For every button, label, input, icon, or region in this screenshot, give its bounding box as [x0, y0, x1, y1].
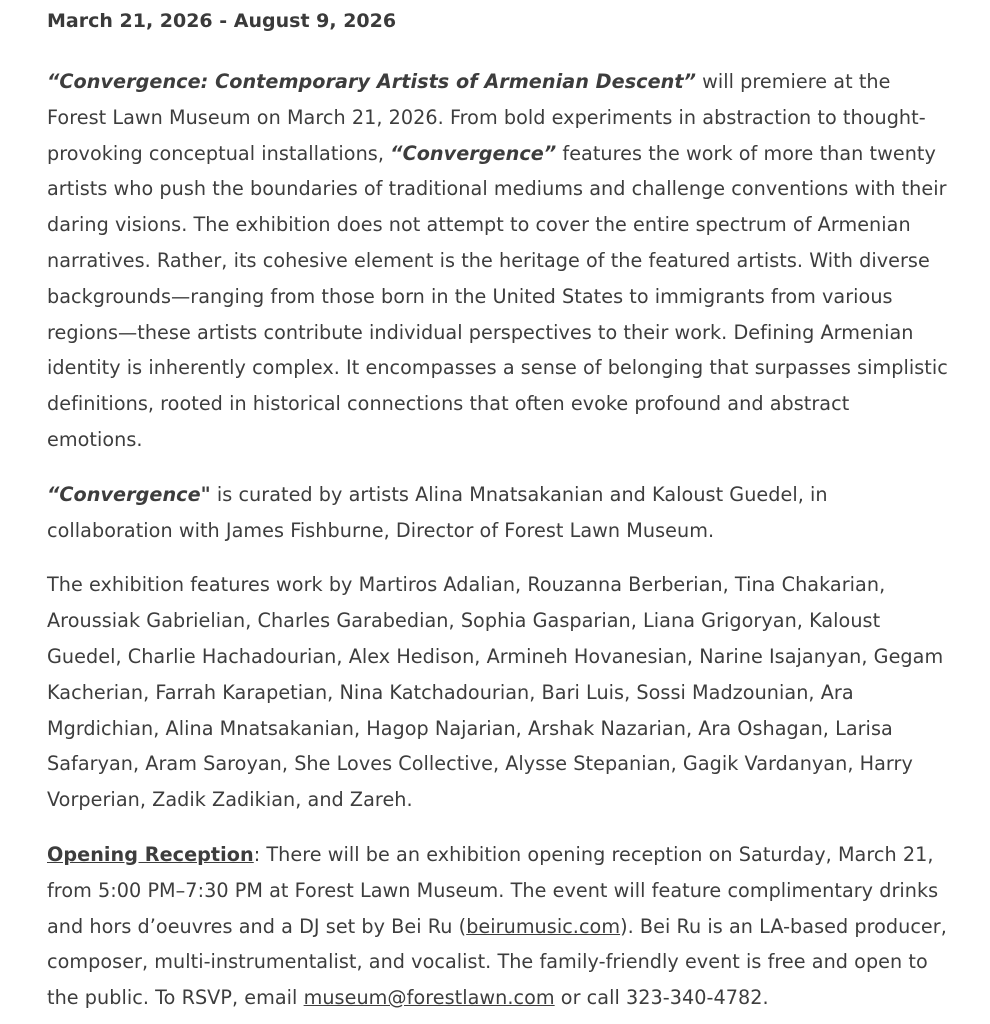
exhibition-short-title: “Convergence”: [390, 141, 557, 165]
beirumusic-link[interactable]: beirumusic.com: [466, 914, 621, 938]
exhibition-date-range: March 21, 2026 - August 9, 2026: [47, 10, 397, 32]
curators-exhibition-title: “Convergence": [47, 482, 211, 506]
curators-text: is curated by artists Alina Mnatsakanian and Kaloust Guedel, in collaboration with James Fishburne, Director of Forest Lawn Museum.: [47, 482, 828, 542]
reception-text-b: ). Bei Ru is an LA-based producer, composer, multi-instrumentalist, and vocalist. The family-friendly event is free and open to the public. To RSVP, email: [47, 914, 947, 1010]
opening-reception-paragraph: [47, 837, 950, 1016]
exhibition-title: “Convergence: Contemporary Artists of Armenian Descent”: [47, 70, 696, 93]
reception-text-a: : There will be an exhibition opening reception on Saturday, March 21, from 5:00 PM–7:30 PM at Forest Lawn Museum. The event will feature complimentary drinks and hors d’oeuvres and a DJ set by Bei Ru (: [47, 842, 939, 938]
artists-paragraph: The exhibition features work by Martiros Adalian, Rouzanna Berberian, Tina Chakarian, Aroussiak Gabrielian, Charles Garabedian, Sophia Gasparian, Liana Grigoryan, Kaloust Guedel, Charlie Hachadourian, Alex Hedison, Armineh Hovanesian, Narine Isajanyan, Gegam Kacherian, Farrah Karapetian, Nina Katchadourian, Bari Luis, Sossi Madzounian, Ara Mgrdichian, Alina Mnatsakanian, Hagop Najarian, Arshak Nazarian, Ara Oshagan, Larisa Safaryan, Aram Saroyan, She Loves Collective, Alysse Stepanian, Gagik Vardanyan, Harry Vorperian, Zadik Zadikian, and Zareh.: [47, 573, 944, 812]
curators-paragraph: [47, 477, 950, 549]
intro-text-a: will premiere at the Forest Lawn Museum on March 21, 2026. From bold experiments in abstraction to thought-provoking conceptual installations,: [47, 70, 926, 165]
intro-text-b: features the work of more than twenty artists who push the boundaries of traditional mediums and challenge conventions with their daring visions. The exhibition does not attempt to cover the entire spectrum of Armenian narratives. Rather, its cohesive element is the heritage of the featured artists. With diverse backgrounds—ranging from those born in the United States to immigrants from various regions—these artists contribute individual perspectives to their work. Defining Armenian identity is inherently complex. It encompasses a sense of belonging that surpasses simplistic definitions, rooted in historical connections that often evoke profound and abstract emotions.: [47, 141, 948, 451]
opening-reception-label: Opening Reception: [47, 842, 254, 866]
intro-paragraph: [47, 64, 950, 458]
museum-email-link[interactable]: museum@forestlawn.com: [303, 986, 555, 1010]
reception-text-c: or call 323-340-4782.: [554, 986, 769, 1010]
